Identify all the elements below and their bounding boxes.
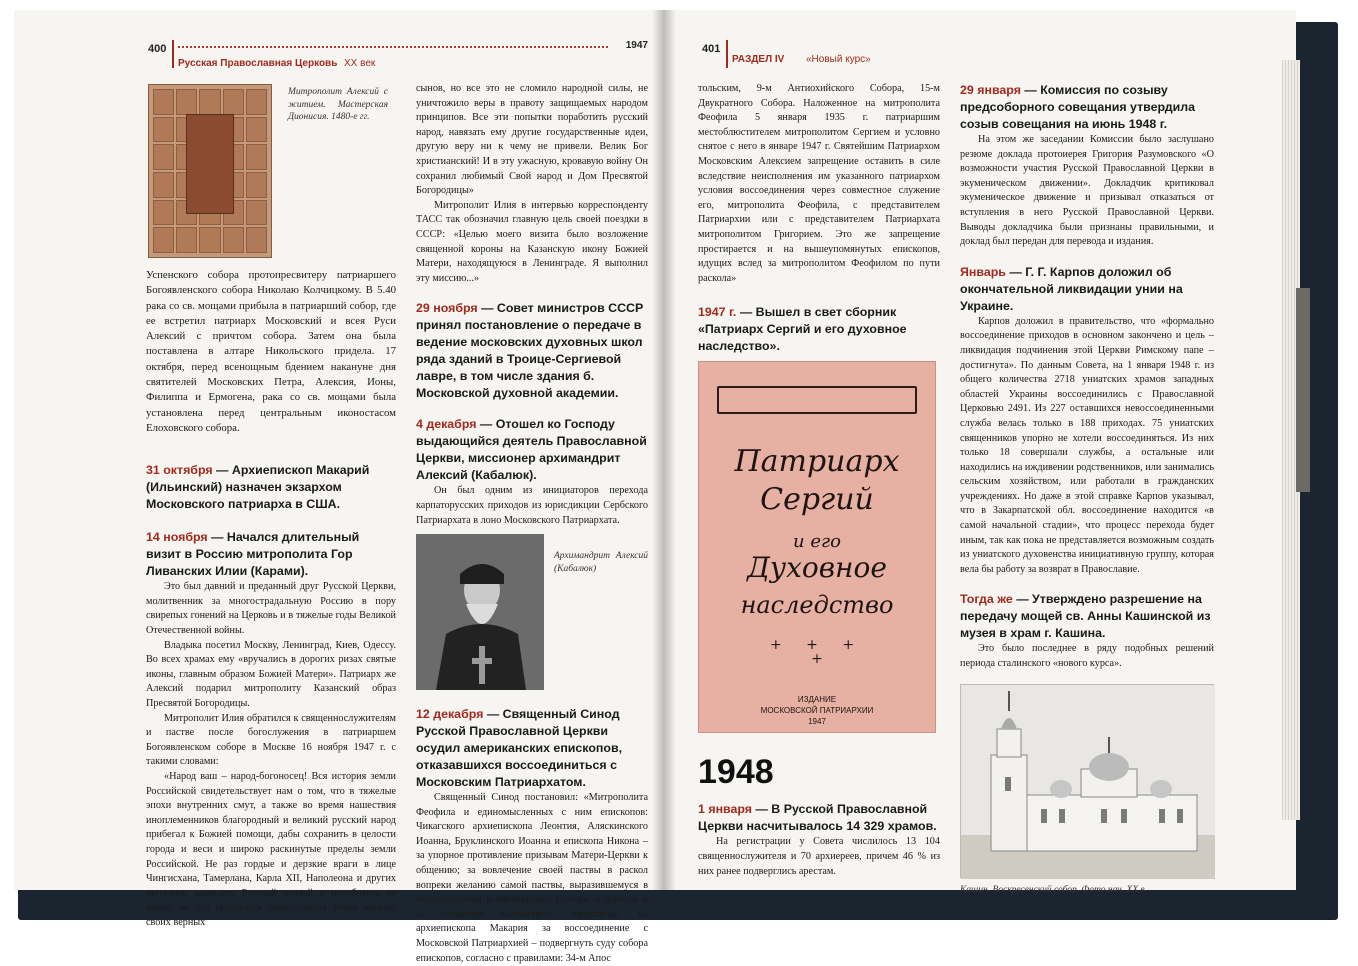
event-date: 31 октября xyxy=(146,463,213,478)
event-jan1 xyxy=(698,801,940,879)
event-title: — Архиепископ Макарий (Ильинский) назначен экзархом Московского патриарха в США. xyxy=(146,463,370,512)
paragraph: Это было последнее в ряду подобных решений периода сталинского «нового курса». xyxy=(960,643,1214,670)
event-title: — Совет министров СССР принял постановление о передаче в ведение московских духовных школ ряда зданий в Троице-Сергиевой лавре, в том числе здания б. Московской духовной академии. xyxy=(416,301,644,401)
event-date: 1 января xyxy=(698,802,753,817)
page-number: 400 xyxy=(148,43,167,55)
event-title: — Комиссия по созыву предсоборного совещания утвердила созыв совещания на июнь 1948 г. xyxy=(960,83,1195,131)
event-date: 29 января xyxy=(960,83,1021,97)
event-title: — Вышел в свет сборник «Патриарх Сергий и его духовное наследство». xyxy=(698,305,907,354)
cover-line: Патриарх xyxy=(734,444,900,480)
event-date: 12 декабря xyxy=(416,707,484,722)
section-label: РАЗДЕЛ IV xyxy=(732,54,785,65)
event-then xyxy=(960,591,1214,671)
event-dec12 xyxy=(416,706,648,966)
event-jan29 xyxy=(960,82,1214,250)
paragraph: Он был одним из инициаторов перехода карпаторусских приходов из юрисдикции Сербского Патриархата в лоно Московского Патриархата. xyxy=(416,485,648,526)
running-title: Русская Православная Церковь xyxy=(178,58,338,69)
event-date: 4 декабря xyxy=(416,417,477,432)
left-page xyxy=(14,10,664,964)
church-photo xyxy=(960,684,1214,878)
right-page xyxy=(664,10,1296,895)
cover-publisher: ИЗДАНИЕ xyxy=(797,695,837,705)
portrait-photo xyxy=(416,534,544,690)
icon-caption: Митрополит Алексий с житием. Мастерская Дионисия. 1480-е гг. xyxy=(288,87,388,122)
header-dots xyxy=(178,46,608,48)
right-column-1 xyxy=(698,82,940,879)
paragraph: Владыка посетил Москву, Ленинград, Киев, Одессу. Во всех храмах ему «вручались в дорогих ризах святые иконы, главным образом Божией Матери». Патриарх же Алексий подарил митрополиту Казанский образ Пресвятой Богородицы. xyxy=(146,639,396,710)
left-header xyxy=(148,36,648,76)
paragraph: сынов, но все это не сломило народной силы, не уничтожило веры в правоту защищаемых народом принципов. Все эти попытки поработить русский народ, навязать ему другие государственные идеи, другую веру ни к чему не привели. Велик Бог христианский! И в эту ужасную, кровавую войну Он сохранил любимый Свой народ и Дом Пресвятой Богородицы» xyxy=(416,83,648,197)
icon-image xyxy=(148,84,272,258)
paragraph: На этом же заседании Комиссии было заслушано резюме доклада протоиерея Григория Разумовского «О возможности участия Русской Православной Церкви в экуменическом движении». Докладчик критиковал экуменическое движение и призывал отказаться от вступления в него Русской Православной Церкви. Выводы докладчика были признаны правильными, и доклад был передан для перевода и издания. xyxy=(960,134,1214,248)
header-bar xyxy=(726,40,728,68)
book-cover xyxy=(698,361,936,733)
event-1947 xyxy=(698,304,940,355)
paragraph: Священный Синод постановил: «Митрополита Феофила и единомысленных с ним епископов: Чикагского архиепископа Леонтия, Аляскинского Иоанна, Бруклинского Иоанна и епископа Никона – за упорное противление призывам Матери-Церкви к общению; за вовлечение своей паствы в раскол вопреки желанию самой паствы, выразившемуся в постановлении Кливлендского Собора, а первого и за незаконно наложенное "проклятие" на архиепископа Макария за воссоединение с Московской Патриархией – подвергнуть суду собора епископов, согласно с правилами: 34-м Апос xyxy=(416,792,648,964)
page-number: 401 xyxy=(702,43,721,55)
event-title: — В Русской Православной Церкви насчитывалось 14 329 храмов. xyxy=(698,802,937,834)
left-column-2 xyxy=(416,82,648,966)
cover-publisher: МОСКОВСКОЙ ПАТРИАРХИИ xyxy=(760,706,874,716)
event-date: Январь xyxy=(960,264,1006,279)
paragraph: Это был давний и преданный друг Русской Церкви, молитвенник за многострадальную Россию в пору свирепых гонений на Церковь и в тяжелые годы Великой Отечественной войны. xyxy=(146,581,396,637)
cover-line: Сергий xyxy=(760,482,874,518)
cover-ornament-cross: + xyxy=(811,651,823,668)
right-header xyxy=(696,36,1256,76)
photo-caption: Архимандрит Алексий (Кабалюк) xyxy=(554,551,648,574)
cover-year: 1947 xyxy=(808,717,826,727)
event-date: 1947 г. xyxy=(698,305,737,320)
paragraph: На регистрации у Совета числилось 13 104 священнослужителя и 70 архиереев, причем 46 % из них ранее подверглись арестам. xyxy=(698,836,940,877)
event-title: — Г. Г. Карпов доложил об окончательной ликвидации унии на Украине. xyxy=(960,264,1183,313)
cover-ornament-top xyxy=(717,386,917,414)
cover-line: и его xyxy=(793,531,841,553)
paragraph: Митрополит Илия обратился к священнослужителям и пастве после богослужения в патриаршем Богоявленском соборе в Москве 16 ноября 1947 г. с такими словами: xyxy=(146,712,396,768)
running-subtitle: XX век xyxy=(344,58,376,69)
event-nov14 xyxy=(146,529,396,930)
header-bar xyxy=(172,40,174,68)
paragraph: «Народ ваш – народ-богоносец! Вся история земли Российской свидетельствует нам о том, что в тяжелые эпохи внутренних смут, а также во время нашествия иноплеменников благородный и великий русский народ прибегал к Божией помощи, дабы сохранить в целости города и веси и широко раскинутые пределы земли Российской. Не раз гордые и дерзкие враги в лице Чингисхана, Тамерлана, Карла XII, Наполеона и других пытались завладеть Русской землей и поработить ее народ, не раз орошалась православная земля кровью своих верных xyxy=(146,770,396,928)
paragraph: Митрополит Илия в интервью корреспонденту ТАСС так обозначил главную цель своей поездки в СССР: «Целью моего визита было возложение священной короны на Казанскую икону Божией Матери, находящуюся в Ленинграде. Я выполнил эту миссию...» xyxy=(416,199,648,284)
cover-ornament-crosses: + + + xyxy=(769,637,865,654)
church-figure xyxy=(960,684,1214,902)
event-dec4 xyxy=(416,416,648,528)
event-title: — Отошел ко Господу выдающийся деятель Православной Церкви, миссионер архимандрит Алексий (Кабалюк). xyxy=(416,417,647,483)
event-date: 29 ноября xyxy=(416,301,478,316)
header-year: 1947 xyxy=(625,40,648,51)
book-cover-figure xyxy=(698,361,940,737)
photo-figure xyxy=(416,534,648,696)
event-nov29 xyxy=(416,300,648,402)
page-tab xyxy=(1296,288,1310,492)
cover-line: наследство xyxy=(740,591,894,620)
paragraph: тольским, 9-м Антиохийского Собора, 15-м Двукратного Собора. Наложенное на митрополита Феофила 5 января 1935 г. патриаршим местоблюстителем митрополитом Сергием и условно снятое с него в январе 1947 г. Святейшим Патриархом Московским Алексием запрещение оставить в силе вследствие неисполнения им указанного патриархом условия воссоединения через совместное служение его, митрополита Феофила, с представителем Патриархии или с представителем Патриархата митрополитом Григорием. Это же запрещение простирается и на вышеупомянутых епископов, идущих вслед за митрополитом Феофилом по пути раскола» xyxy=(698,83,940,284)
event-title: — Священный Синод Русской Православной Церкви осудил американских епископов, отказавшихся воссоединиться с Московским Патриархатом. xyxy=(416,707,623,790)
event-oct31 xyxy=(146,462,396,513)
event-date: 14 ноября xyxy=(146,530,208,545)
paragraph: Карпов доложил в правительство, что «формально воссоединение приходов в основном закончено и цель – ликвидация подчинения этой Церкви Римскому папе – достигнута». По данным Совета, на 1 января 1948 г. из общего количества 2718 униатских храмов западных областей Украины воссоединились с Православной Церковью 2491. Из 227 оставшихся невоссоединенными служба велась только в 188 приходах. 75 униатских священников упорно не хотели воссоединяться. Из них только 18 совершали службы, а остальные или находились на иждивении родственников, или занимались сельским хозяйством, или работали в гражданских учреждениях. Но даже в этой справке Карпов указывал, что в Закарпатской обл. воссоединение находится «в самой начальной стадии», что процесс перехода будет иным, так как пока не представляется возможным создать из униатского духовенства инициативную группу, которая вела бы работу за возврат в Православие. xyxy=(960,315,1214,575)
event-january xyxy=(960,264,1214,578)
event-title: — Начался длительный визит в Россию митрополита Гор Ливанских Илии (Карами). xyxy=(146,530,360,579)
section-title: «Новый курс» xyxy=(806,54,871,65)
event-title: — Утверждено разрешение на передачу мощей св. Анны Кашинской из музея в храм г. Кашина. xyxy=(960,592,1211,641)
year-heading: 1948 xyxy=(698,753,774,792)
icon-figure xyxy=(146,82,396,268)
col1-intro: Успенского собора протопресвитеру патриаршего Богоявленского собора Николаю Колчицкому. В 5.40 рака со св. мощами прибыла в патриарший собор, где ее встретил патриарх Московский и всея Руси Алексий с причтом собора. Затем она была поставлена в алтаре Никольского придела. 17 октября, перед всенощным бдением накануне дня святителей Московских Петра, Алексия, Ионы, Филиппа и Ермогена, рака со св. мощами была установлена перед центральным иконостасом Елоховского собора. xyxy=(146,269,396,434)
left-column-1 xyxy=(146,82,396,931)
cover-line: Духовное xyxy=(747,551,887,585)
event-date: Тогда же xyxy=(960,592,1013,607)
church-caption: Кашин. Воскресенский собор. Фото нач. XX в. xyxy=(960,884,1148,895)
right-column-2 xyxy=(960,82,1214,902)
